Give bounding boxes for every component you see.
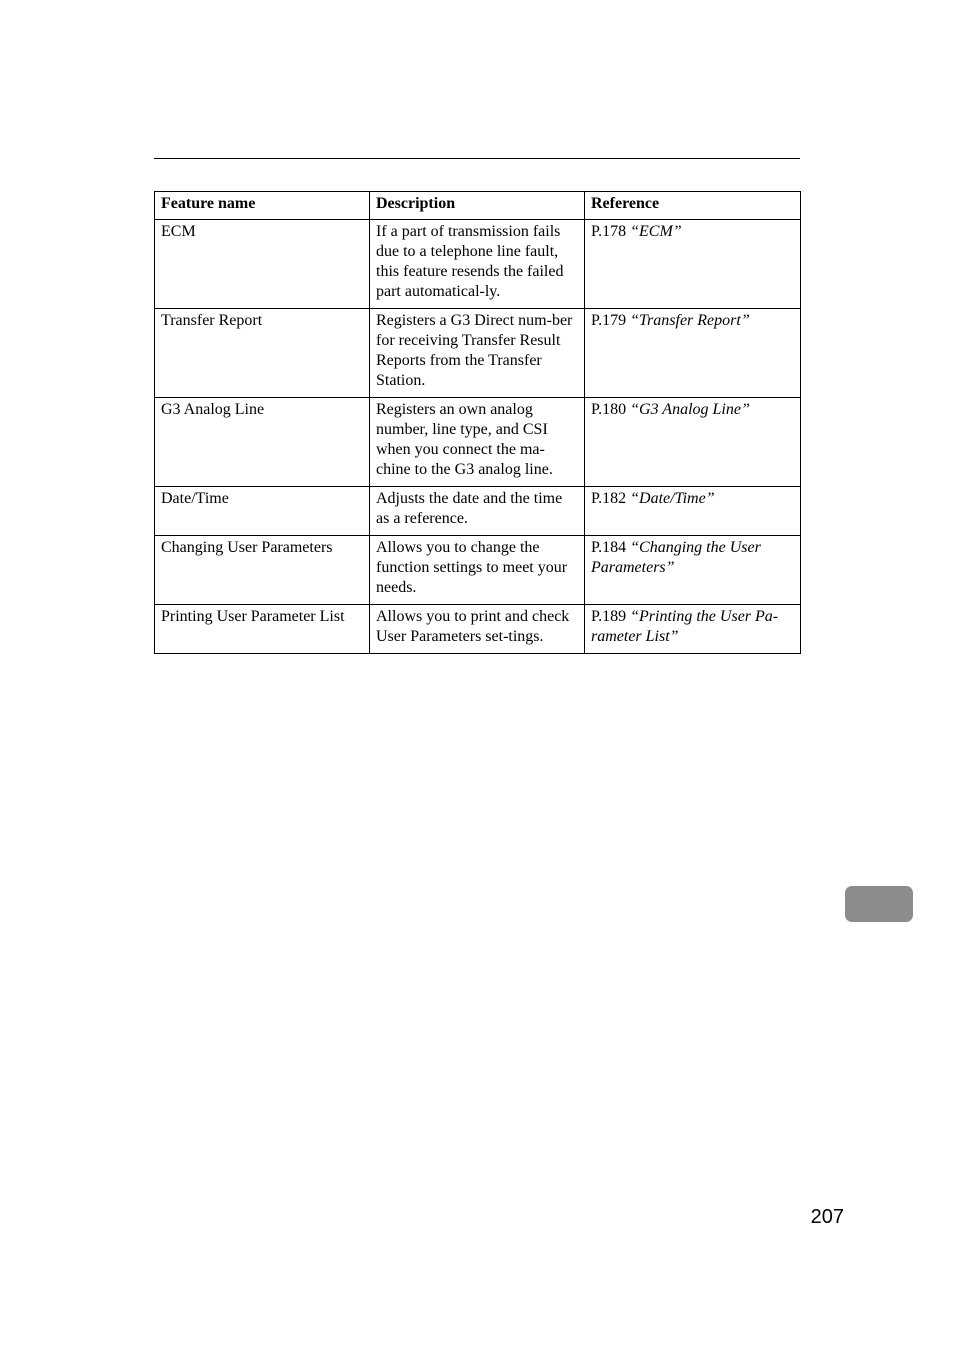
reference-page: P.179 — [591, 312, 631, 329]
reference-page: P.178 — [591, 223, 631, 240]
feature-cell: ECM — [155, 220, 370, 309]
reference-cell — [585, 309, 801, 398]
reference-cell — [585, 605, 801, 654]
reference-link[interactable]: “ECM” — [630, 223, 682, 240]
header-rule — [154, 158, 800, 159]
reference-page: P.184 — [591, 539, 631, 556]
header-reference: Reference — [585, 192, 801, 220]
description-cell: If a part of transmission fails due to a telephone line fault, this feature resends the failed part automatical-ly. — [370, 220, 585, 309]
table-row — [155, 487, 801, 536]
header-feature-name: Feature name — [155, 192, 370, 220]
description-cell: Adjusts the date and the time as a reference. — [370, 487, 585, 536]
reference-link[interactable]: “Transfer Report” — [630, 312, 750, 329]
reference-link[interactable]: “Changing the User Parameters” — [591, 539, 761, 576]
reference-cell — [585, 536, 801, 605]
feature-cell: Date/Time — [155, 487, 370, 536]
reference-page: P.182 — [591, 490, 631, 507]
table-row — [155, 220, 801, 309]
reference-link[interactable]: “Printing the User Pa-rameter List” — [591, 608, 779, 645]
description-cell: Allows you to change the function settings to meet your needs. — [370, 536, 585, 605]
table-row — [155, 309, 801, 398]
reference-cell — [585, 487, 801, 536]
feature-cell: Printing User Parameter List — [155, 605, 370, 654]
reference-link[interactable]: “Date/Time” — [630, 490, 715, 507]
reference-page: P.189 — [591, 608, 631, 625]
header-description: Description — [370, 192, 585, 220]
reference-page: P.180 — [591, 401, 631, 418]
section-tab — [845, 886, 913, 922]
reference-cell — [585, 220, 801, 309]
feature-cell: G3 Analog Line — [155, 398, 370, 487]
feature-cell: Changing User Parameters — [155, 536, 370, 605]
feature-table — [154, 191, 801, 654]
description-cell: Registers a G3 Direct num-ber for receiving Transfer Result Reports from the Transfer Station. — [370, 309, 585, 398]
reference-cell — [585, 398, 801, 487]
feature-cell: Transfer Report — [155, 309, 370, 398]
description-cell: Allows you to print and check User Parameters set-tings. — [370, 605, 585, 654]
description-cell: Registers an own analog number, line type, and CSI when you connect the ma-chine to the G3 analog line. — [370, 398, 585, 487]
table-header-row — [155, 192, 801, 220]
table-row — [155, 605, 801, 654]
table-row — [155, 536, 801, 605]
table-row — [155, 398, 801, 487]
page-number: 207 — [810, 1206, 844, 1228]
reference-link[interactable]: “G3 Analog Line” — [630, 401, 750, 418]
